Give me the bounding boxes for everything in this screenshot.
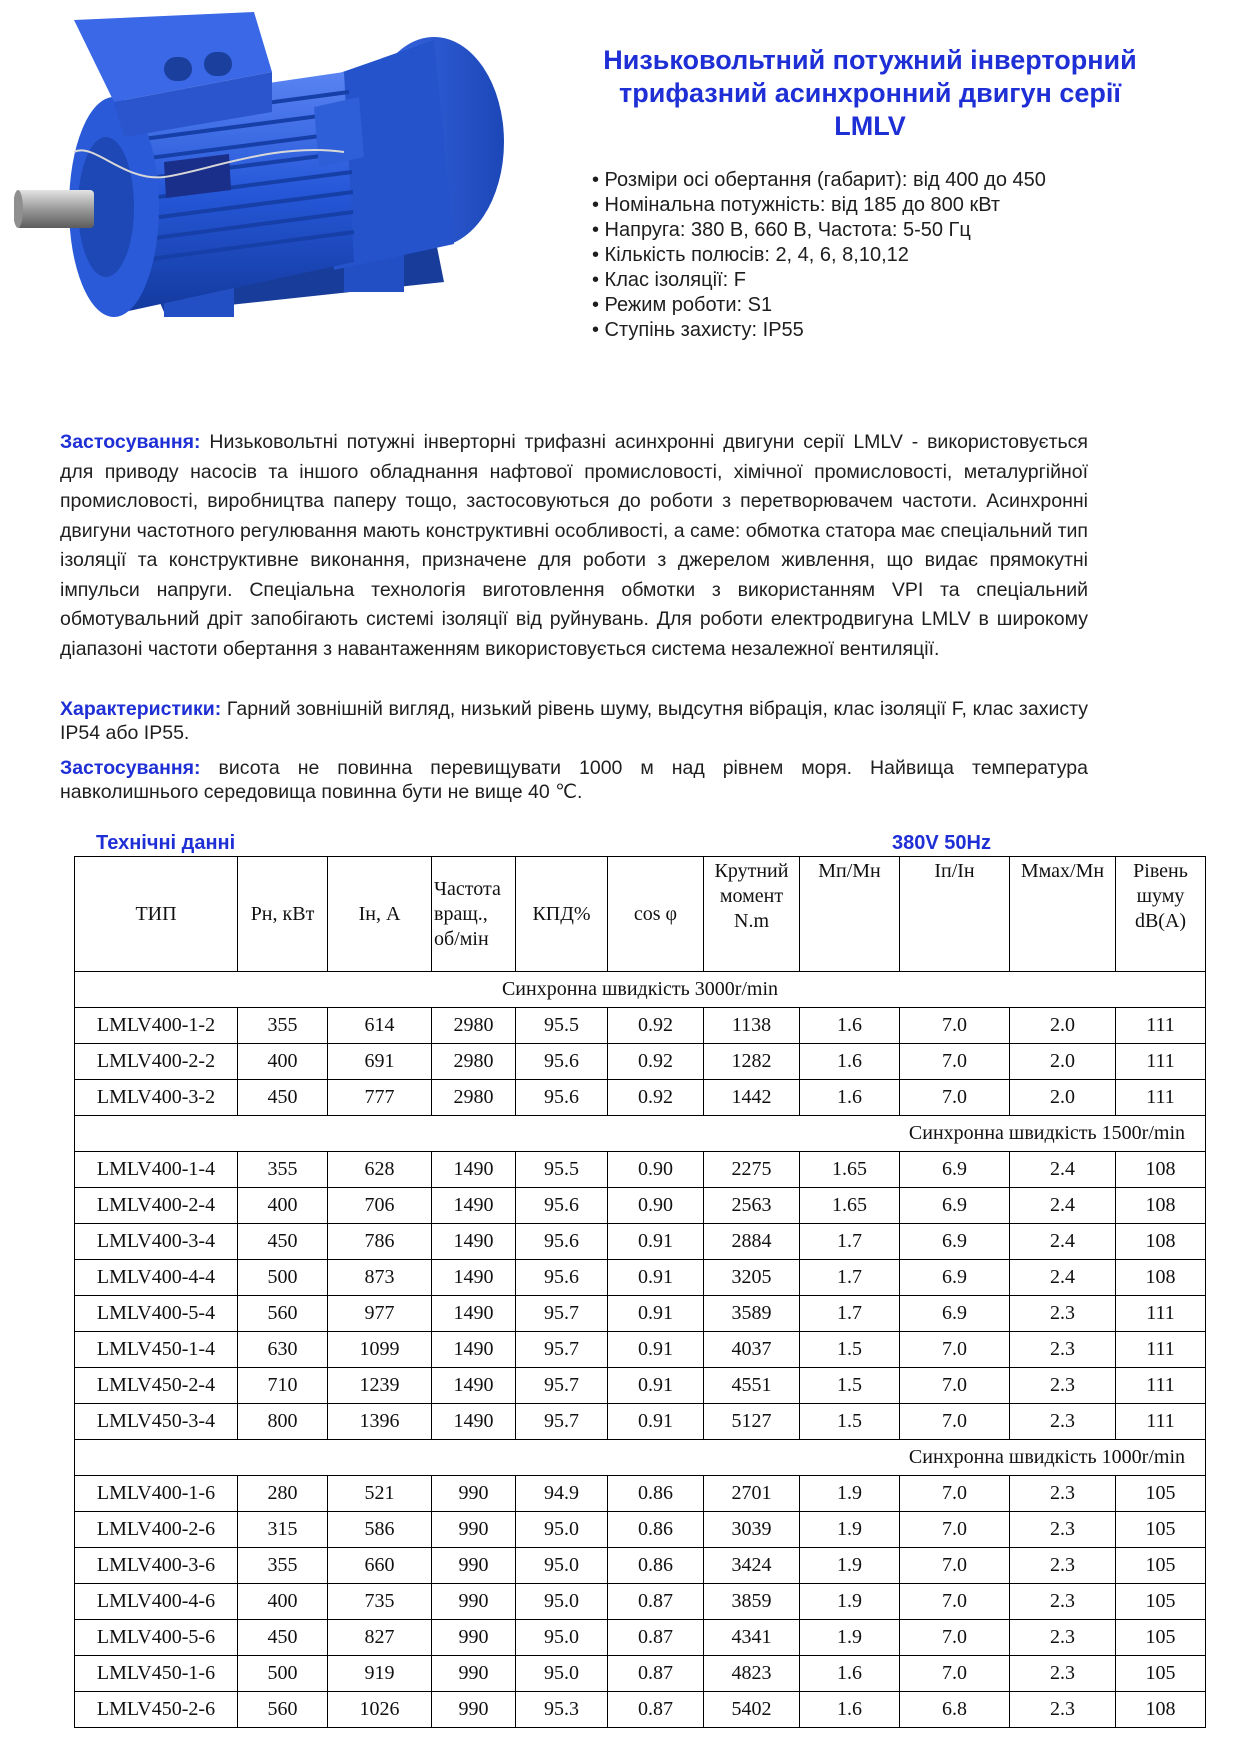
table-cell: LMLV400-3-4 [75,1224,238,1260]
page-title [585,44,1155,143]
section-row [75,972,1206,1008]
table-cell: 95.6 [516,1044,608,1080]
table-cell: 1490 [432,1152,516,1188]
table-cell: 2.0 [1010,1044,1116,1080]
table-cell: 1.9 [800,1512,900,1548]
table-cell: 2.3 [1010,1404,1116,1440]
table-cell: 0.92 [608,1080,704,1116]
table-row [75,1692,1206,1728]
table-cell: 355 [238,1008,328,1044]
table-cell: 977 [328,1296,432,1332]
table-cell: 0.86 [608,1548,704,1584]
table-cell: 560 [238,1692,328,1728]
table-cell: 95.6 [516,1188,608,1224]
spec-list [592,168,1092,343]
table-cell: 2.3 [1010,1656,1116,1692]
section-title: Синхронна швидкість 3000r/min [75,972,1206,1008]
table-cell: 990 [432,1548,516,1584]
table-cell: 95.7 [516,1368,608,1404]
table-cell: 95.6 [516,1080,608,1116]
table-cell: 2.4 [1010,1188,1116,1224]
table-cell: 1490 [432,1224,516,1260]
table-cell: 2.0 [1010,1080,1116,1116]
table-cell: 586 [328,1512,432,1548]
table-cell: 7.0 [900,1404,1010,1440]
table-cell: 2.3 [1010,1368,1116,1404]
spec-item: • Напруга: 380 В, 660 В, Частота: 5-50 Гц [592,219,971,241]
table-cell: 355 [238,1548,328,1584]
table-cell: LMLV450-2-6 [75,1692,238,1728]
header-torque: Крутний момент N.m [704,857,800,972]
section-title: Синхронна швидкість 1000r/min [75,1440,1206,1476]
header-efficiency: КПД% [516,857,608,972]
characteristics-label: Характеристики: [60,698,222,720]
table-cell: 2.3 [1010,1512,1116,1548]
table-cell: 355 [238,1152,328,1188]
section-row [75,1116,1206,1152]
table-cell: 7.0 [900,1656,1010,1692]
table-cell: 280 [238,1476,328,1512]
table-cell: 990 [432,1692,516,1728]
table-cell: 315 [238,1512,328,1548]
table-cell: 1.9 [800,1476,900,1512]
table-cell: LMLV400-3-6 [75,1548,238,1584]
table-cell: 6.9 [900,1152,1010,1188]
table-cell: 500 [238,1656,328,1692]
table-cell: 95.0 [516,1656,608,1692]
table-cell: 660 [328,1548,432,1584]
table-cell: 5127 [704,1404,800,1440]
table-cell: 7.0 [900,1044,1010,1080]
table-cell: 2.0 [1010,1008,1116,1044]
table-row [75,1260,1206,1296]
spec-item: • Номінальна потужність: від 185 до 800 кВт [592,194,1001,216]
table-cell: 0.87 [608,1620,704,1656]
table-cell: 6.8 [900,1692,1010,1728]
header-noise: Рівень шуму dB(A) [1116,857,1206,972]
header-current: Ін, А [328,857,432,972]
table-cell: 873 [328,1260,432,1296]
table-cell: 95.0 [516,1584,608,1620]
table-cell: 0.91 [608,1260,704,1296]
table-cell: 2.4 [1010,1152,1116,1188]
table-row [75,1296,1206,1332]
table-cell: LMLV400-5-4 [75,1296,238,1332]
table-cell: 2701 [704,1476,800,1512]
table-cell: 3859 [704,1584,800,1620]
table-heading: Технічні данні [96,832,236,854]
table-cell: 105 [1116,1656,1206,1692]
table-cell: 1099 [328,1332,432,1368]
table-cell: 990 [432,1476,516,1512]
table-cell: 6.9 [900,1296,1010,1332]
table-cell: 614 [328,1008,432,1044]
spec-item: • Клас ізоляції: F [592,269,746,291]
table-cell: 2884 [704,1224,800,1260]
table-cell: 3424 [704,1548,800,1584]
table-cell: 95.5 [516,1152,608,1188]
table-cell: 95.7 [516,1332,608,1368]
table-cell: 2.3 [1010,1296,1116,1332]
table-cell: 7.0 [900,1368,1010,1404]
table-cell: 111 [1116,1404,1206,1440]
table-cell: 1.65 [800,1188,900,1224]
table-cell: 95.0 [516,1620,608,1656]
table-cell: 786 [328,1224,432,1260]
table-cell: 2.3 [1010,1692,1116,1728]
table-cell: 0.91 [608,1224,704,1260]
table-cell: 95.0 [516,1548,608,1584]
table-cell: 2.4 [1010,1260,1116,1296]
title-line-3: LMLV [834,111,906,141]
header-mmax-mn: Ммах/Мн [1010,857,1116,972]
table-cell: 95.6 [516,1224,608,1260]
table-row [75,1152,1206,1188]
table-cell: 4823 [704,1656,800,1692]
table-cell: 4037 [704,1332,800,1368]
table-row [75,1080,1206,1116]
table-cell: 0.86 [608,1512,704,1548]
table-cell: 111 [1116,1044,1206,1080]
table-cell: 630 [238,1332,328,1368]
table-cell: 1.5 [800,1404,900,1440]
table-cell: 3205 [704,1260,800,1296]
table-cell: 111 [1116,1008,1206,1044]
table-cell: LMLV400-1-4 [75,1152,238,1188]
table-cell: 710 [238,1368,328,1404]
table-cell: 6.9 [900,1260,1010,1296]
table-cell: 95.5 [516,1008,608,1044]
table-cell: 105 [1116,1620,1206,1656]
table-cell: LMLV450-3-4 [75,1404,238,1440]
table-row [75,1224,1206,1260]
table-cell: 400 [238,1188,328,1224]
table-cell: 1.7 [800,1224,900,1260]
table-cell: 7.0 [900,1080,1010,1116]
table-cell: 1.9 [800,1548,900,1584]
table-cell: 450 [238,1620,328,1656]
table-cell: 2275 [704,1152,800,1188]
table-cell: 105 [1116,1476,1206,1512]
table-cell: LMLV400-2-4 [75,1188,238,1224]
table-cell: 1.65 [800,1152,900,1188]
table-cell: LMLV400-4-6 [75,1584,238,1620]
table-cell: 95.7 [516,1404,608,1440]
table-cell: 3589 [704,1296,800,1332]
table-cell: 1490 [432,1296,516,1332]
spec-item: • Кількість полюсів: 2, 4, 6, 8,10,12 [592,244,909,266]
table-cell: 108 [1116,1152,1206,1188]
table-cell: 400 [238,1584,328,1620]
table-cell: 3039 [704,1512,800,1548]
table-cell: 108 [1116,1692,1206,1728]
title-line-1: Низьковольтний потужний інверторний [603,45,1137,75]
table-cell: 990 [432,1656,516,1692]
table-row [75,1512,1206,1548]
table-cell: 2980 [432,1080,516,1116]
table-row [75,1620,1206,1656]
application-paragraph [60,428,1088,664]
table-cell: 1.5 [800,1368,900,1404]
table-cell: 0.91 [608,1404,704,1440]
table-cell: 2.3 [1010,1584,1116,1620]
table-cell: 1282 [704,1044,800,1080]
table-cell: 95.3 [516,1692,608,1728]
section-title: Синхронна швидкість 1500r/min [75,1116,1206,1152]
table-row [75,1656,1206,1692]
application-label: Застосування: [60,431,201,453]
table-cell: 0.87 [608,1692,704,1728]
table-row [75,1332,1206,1368]
table-cell: 7.0 [900,1476,1010,1512]
table-row [75,1584,1206,1620]
table-cell: 1.6 [800,1044,900,1080]
table-cell: LMLV400-2-2 [75,1044,238,1080]
table-cell: 1.9 [800,1620,900,1656]
table-cell: LMLV450-1-4 [75,1332,238,1368]
characteristics-text: Гарний зовнішній вигляд, низький рівень шуму, выдсутня вібрація, клас ізоляції F, клас захисту IP54 або IP55. [60,698,1088,744]
table-cell: LMLV400-3-2 [75,1080,238,1116]
table-cell: 95.0 [516,1512,608,1548]
table-cell: 990 [432,1584,516,1620]
table-cell: LMLV400-4-4 [75,1260,238,1296]
table-cell: 628 [328,1152,432,1188]
table-cell: 0.91 [608,1332,704,1368]
table-header-row [75,857,1206,972]
table-cell: 105 [1116,1512,1206,1548]
table-cell: 919 [328,1656,432,1692]
table-voltage: 380V 50Hz [892,832,991,854]
table-cell: 1.9 [800,1584,900,1620]
application-text: Низьковольтні потужні інверторні трифазні асинхронні двигуни серії LMLV - використовується для приводу насосів та іншого обладнання нафтової промисловості, хімічної промисловості, металургійної промисловості, виробництва паперу тощо, застосовуються до роботи з перетворювачем частоти. Асинхронні двигуни частотного регулювання мають конструктивні особливості, а саме: обмотка статора має спеціальний тип ізоляції та конструктивне виконання, призначене для роботи з джерелом живлення, що видає прямокутні імпульси напруги. Спеціальна технологія виготовлення обмотки з використанням VPI та спеціальний обмотувальний дріт запобігають системі ізоляції від руйнувань. Для роботи електродвигуна LMLV в широкому діапазоні частоти обертання з навантаженням використовується система незалежної вентиляції. [60,431,1088,660]
table-cell: 1.6 [800,1692,900,1728]
table-cell: 111 [1116,1368,1206,1404]
table-cell: 800 [238,1404,328,1440]
table-cell: 400 [238,1044,328,1080]
table-cell: 0.92 [608,1044,704,1080]
table-cell: LMLV400-2-6 [75,1512,238,1548]
table-cell: 777 [328,1080,432,1116]
table-cell: 827 [328,1620,432,1656]
table-cell: 0.86 [608,1476,704,1512]
table-cell: 0.91 [608,1296,704,1332]
table-cell: 1.5 [800,1332,900,1368]
table-cell: 7.0 [900,1548,1010,1584]
motor-image [14,12,552,370]
table-cell: 7.0 [900,1620,1010,1656]
table-cell: 450 [238,1080,328,1116]
table-cell: 1490 [432,1368,516,1404]
table-cell: 2.4 [1010,1224,1116,1260]
table-cell: 105 [1116,1584,1206,1620]
table-cell: 0.91 [608,1368,704,1404]
table-cell: 111 [1116,1332,1206,1368]
table-row [75,1476,1206,1512]
table-cell: 1490 [432,1332,516,1368]
table-cell: 7.0 [900,1584,1010,1620]
table-cell: LMLV400-1-2 [75,1008,238,1044]
table-cell: 5402 [704,1692,800,1728]
header-power: Рн, кВт [238,857,328,972]
table-cell: 0.87 [608,1584,704,1620]
table-cell: 1442 [704,1080,800,1116]
table-cell: 108 [1116,1188,1206,1224]
table-cell: 6.9 [900,1188,1010,1224]
table-cell: 1396 [328,1404,432,1440]
table-cell: 2980 [432,1044,516,1080]
table-cell: 2.3 [1010,1476,1116,1512]
table-cell: 1138 [704,1008,800,1044]
table-cell: 1490 [432,1188,516,1224]
table-cell: 990 [432,1620,516,1656]
table-cell: 2.3 [1010,1548,1116,1584]
table-cell: 7.0 [900,1332,1010,1368]
table-cell: 6.9 [900,1224,1010,1260]
table-cell: 1026 [328,1692,432,1728]
conditions-paragraph [60,756,1088,804]
table-row [75,1548,1206,1584]
title-line-2: трифазний асинхронний двигун серії [619,78,1121,108]
table-cell: LMLV400-5-6 [75,1620,238,1656]
header-ip-in: Іп/Ін [900,857,1010,972]
header-speed: Частота вращ., об/мін [432,857,516,972]
table-cell: 111 [1116,1296,1206,1332]
table-cell: 1.7 [800,1260,900,1296]
section-row [75,1440,1206,1476]
table-cell: 108 [1116,1224,1206,1260]
table-cell: 0.87 [608,1656,704,1692]
table-cell: 95.6 [516,1260,608,1296]
table-cell: LMLV450-1-6 [75,1656,238,1692]
table-cell: 1490 [432,1404,516,1440]
table-cell: 1.6 [800,1080,900,1116]
table-cell: LMLV450-2-4 [75,1368,238,1404]
spec-item: • Розміри осі обертання (габарит): від 400 до 450 [592,169,1046,191]
table-row [75,1368,1206,1404]
table-cell: 735 [328,1584,432,1620]
conditions-label: Застосування: [60,757,201,779]
table-row [75,1044,1206,1080]
table-row [75,1008,1206,1044]
technical-data-table [74,856,1206,1728]
table-cell: 706 [328,1188,432,1224]
table-cell: 2.3 [1010,1332,1116,1368]
table-cell: 111 [1116,1080,1206,1116]
spec-item: • Режим роботи: S1 [592,294,773,316]
table-cell: 0.92 [608,1008,704,1044]
table-cell: 2563 [704,1188,800,1224]
table-cell: 0.90 [608,1152,704,1188]
table-row [75,1188,1206,1224]
table-cell: 2980 [432,1008,516,1044]
table-cell: 1.6 [800,1008,900,1044]
table-cell: 95.7 [516,1296,608,1332]
table-cell: 7.0 [900,1008,1010,1044]
table-cell: 4551 [704,1368,800,1404]
header-mp-mn: Мп/Мн [800,857,900,972]
table-cell: 94.9 [516,1476,608,1512]
table-row [75,1404,1206,1440]
table-cell: 500 [238,1260,328,1296]
spec-item: • Ступінь захисту: IP55 [592,319,804,341]
characteristics-paragraph [60,697,1088,745]
table-cell: 1490 [432,1260,516,1296]
table-cell: 2.3 [1010,1620,1116,1656]
table-cell: 990 [432,1512,516,1548]
header-cosphi: cos φ [608,857,704,972]
table-cell: 1.7 [800,1296,900,1332]
table-cell: 450 [238,1224,328,1260]
table-cell: 691 [328,1044,432,1080]
table-cell: 7.0 [900,1512,1010,1548]
table-cell: LMLV400-1-6 [75,1476,238,1512]
table-cell: 108 [1116,1260,1206,1296]
table-cell: 521 [328,1476,432,1512]
table-cell: 1239 [328,1368,432,1404]
table-cell: 4341 [704,1620,800,1656]
table-cell: 560 [238,1296,328,1332]
header-type: ТИП [75,857,238,972]
table-cell: 0.90 [608,1188,704,1224]
table-cell: 105 [1116,1548,1206,1584]
table-cell: 1.6 [800,1656,900,1692]
conditions-text: висота не повинна перевищувати 1000 м над рівнем моря. Найвища температура навколишнього середовища повинна бути не вище 40 ℃. [60,757,1088,803]
